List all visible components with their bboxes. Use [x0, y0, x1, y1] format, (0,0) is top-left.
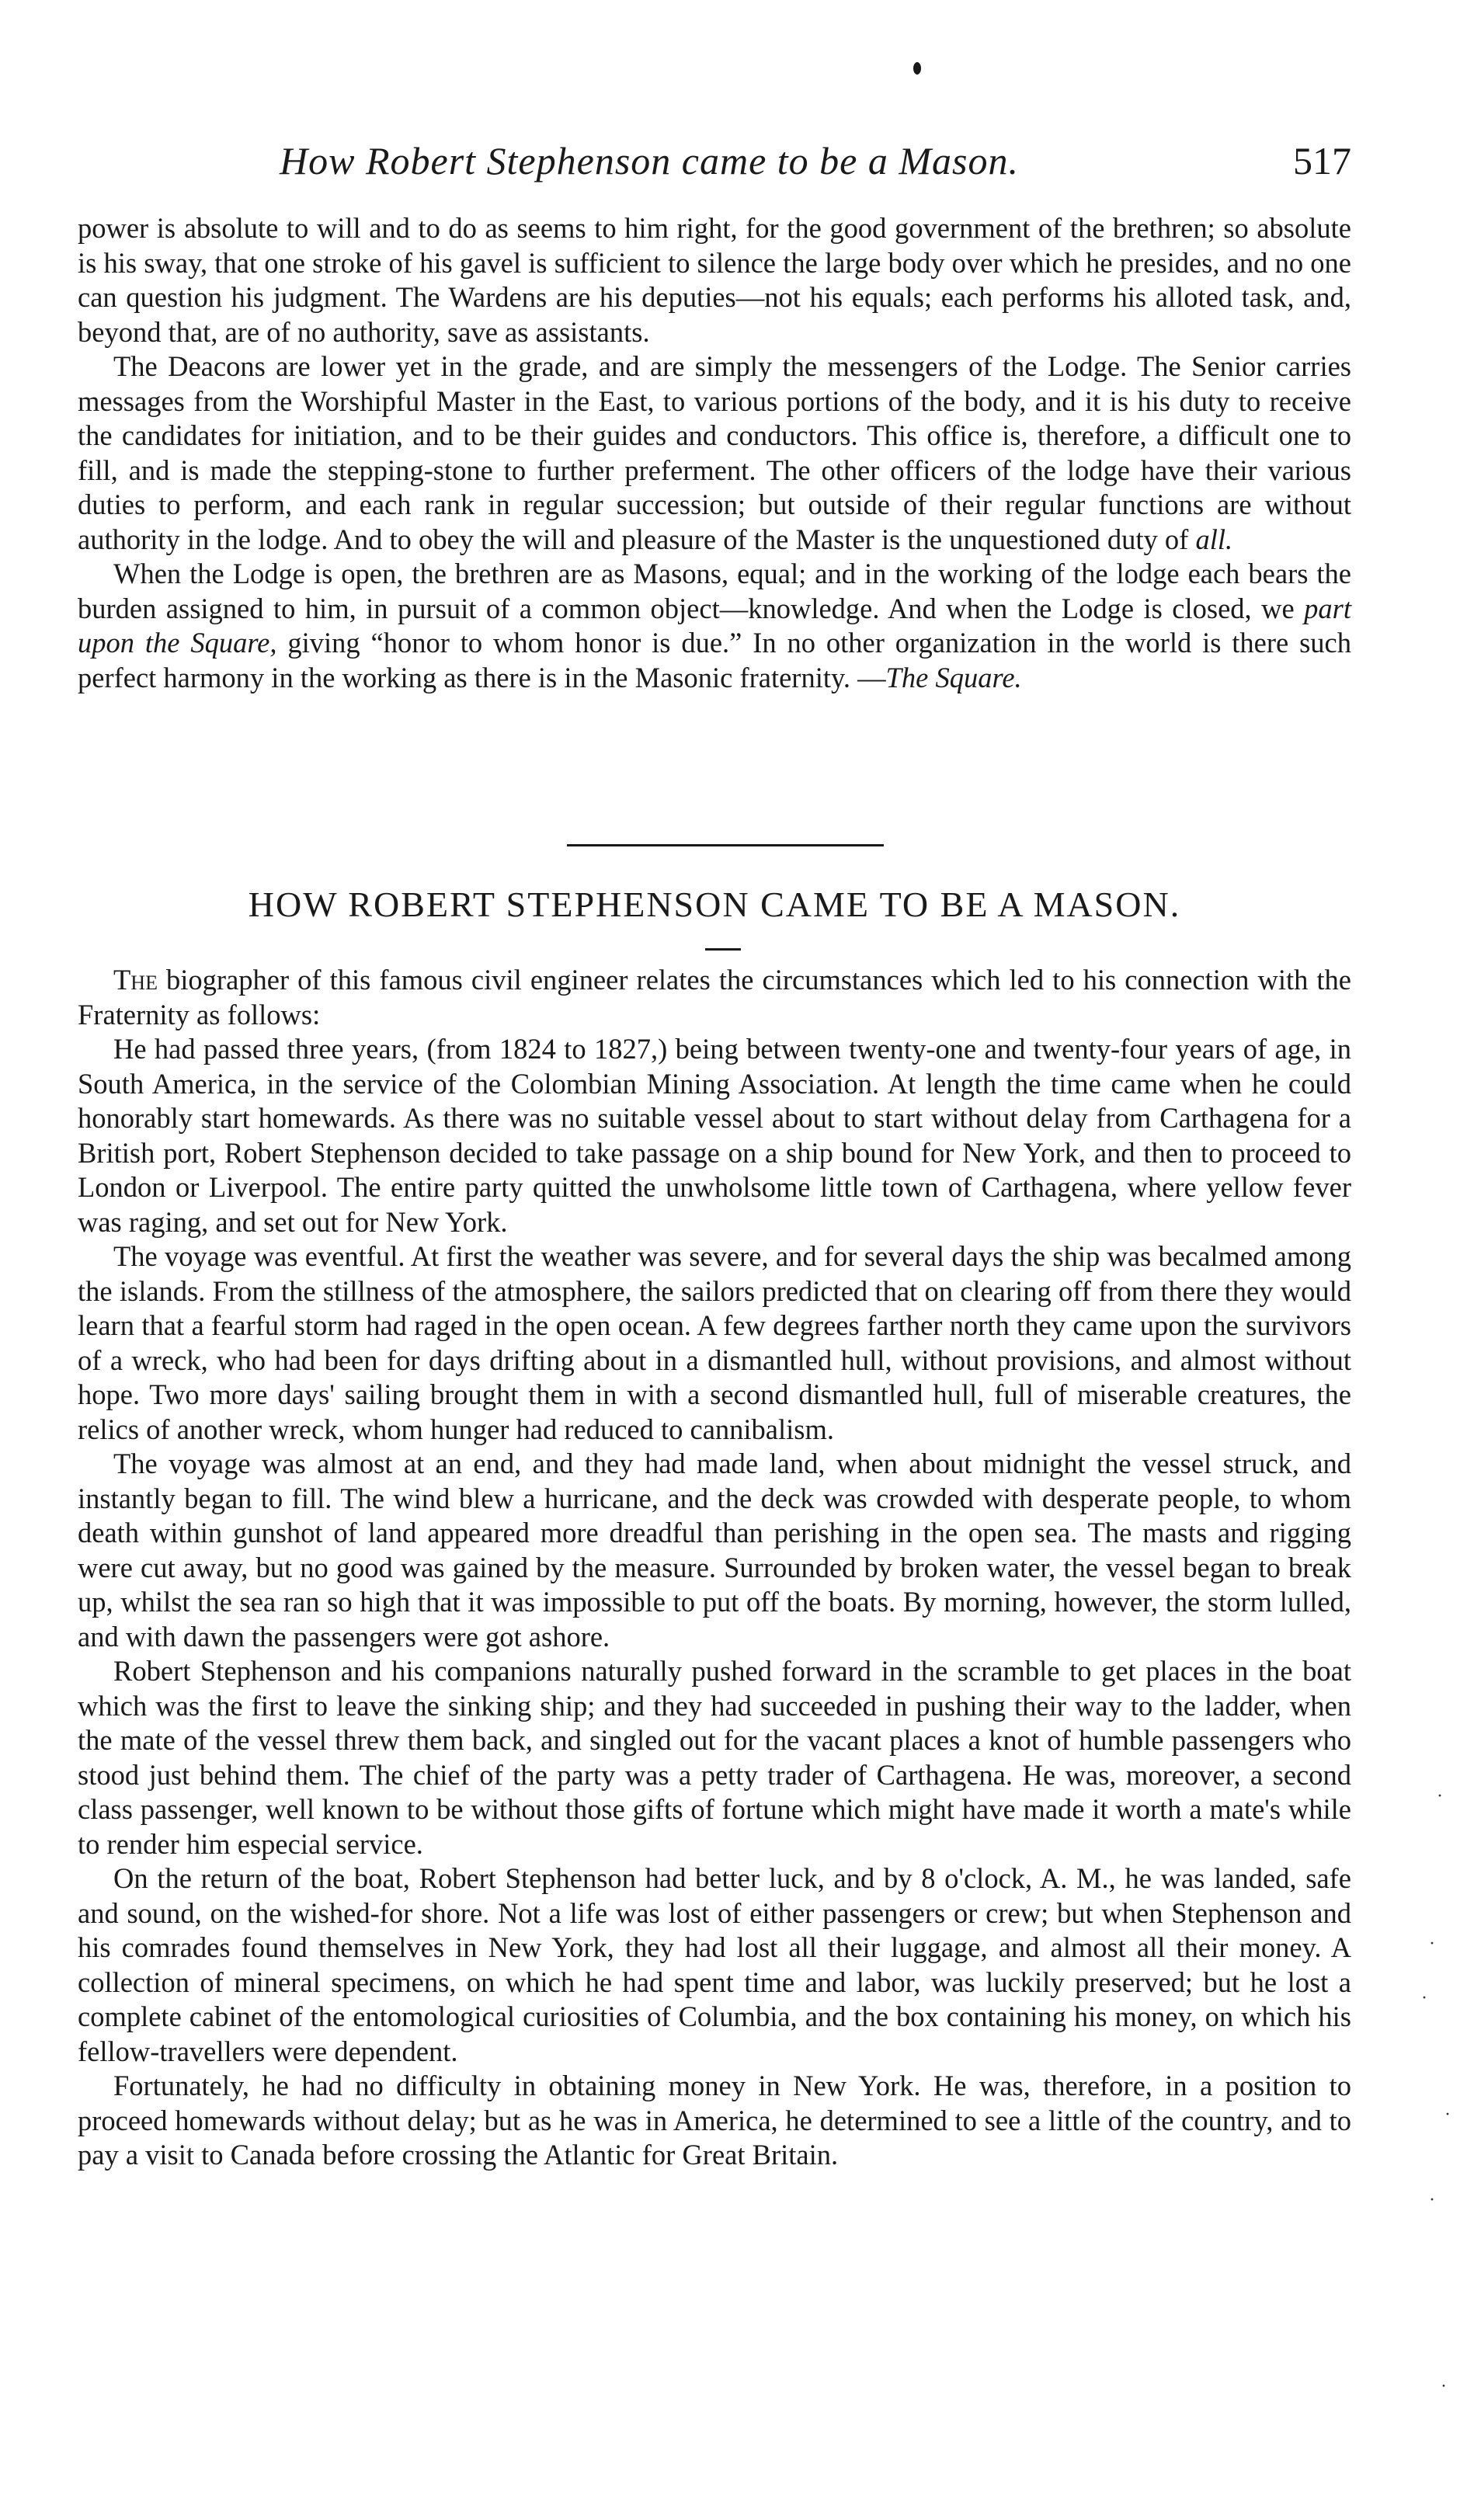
previous-article-text [78, 211, 1351, 695]
paragraph: power is absolute to will and to do as seems to him right, for the good government of the brethren; so absolute is his sway, that one stroke of his gavel is sufficient to silence the large body over which he presides, and no one can question his judgment. The Wardens are his deputies—not his equals; each performs his alloted task, and, beyond that, are of no authority, save as assistants. [78, 212, 1351, 348]
ink-mark [913, 62, 921, 75]
italic-text: part upon the Square, [78, 592, 1351, 659]
paragraph: When the Lodge is open, the brethren are as Masons, equal; and in the working of the lodge each bears the burden assigned to him, in pursuit of a common object—knowledge. And when the Lodge is closed, we part upon the Square, giving “honor to whom honor is due.” In no other organization in the world is there such perfect harmony in the working as there is in the Masonic fraternity. —The Square. [78, 558, 1351, 693]
paragraph: The voyage was almost at an end, and they had made land, when about midnight the vessel struck, and instantly began to fill. The wind blew a hurricane, and the deck was crowded with desperate people, to whom death within gunshot of land appeared more dreadful than perishing in the open sea. The masts and rigging were cut away, but no good was gained by the measure. Surrounded by broken water, the vessel began to break up, whilst the sea ran so high that it was impossible to put off the boats. By morning, however, the storm lulled, and with dawn the passengers were got ashore. [78, 1448, 1351, 1653]
article-title: HOW ROBERT STEPHENSON CAME TO BE A MASON. [248, 885, 1181, 924]
running-title: How Robert Stephenson came to be a Mason. [280, 139, 1019, 182]
speck-mark: · [1429, 2190, 1435, 2210]
book-page [78, 0, 1351, 2520]
paragraph: Fortunately, he had no difficulty in obtaining money in New York. He was, therefore, in a position to proceed homewards without delay; but as he was in America, he determined to see a little of the country, and to pay a visit to Canada before crossing the Atlantic for Great Britain. [78, 2070, 1351, 2171]
paragraph: The voyage was eventful. At first the weather was severe, and for several days the ship was becalmed among the islands. From the stillness of the atmosphere, the sailors predicted that on clearing off from there they would learn that a fearful storm had raged in the open ocean. A few degrees farther north they came upon the survivors of a wreck, who had been for days drifting about in a dismantled hull, without provisions, and almost without hope. Two more days' sailing brought them in with a second dismantled hull, full of miserable creatures, the relics of another wreck, whom hunger had reduced to cannibalism. [78, 1240, 1351, 1445]
article-body [78, 963, 1351, 2173]
title-underline [705, 948, 741, 951]
speck-mark: · [1437, 1786, 1443, 1806]
source-credit: The Square. [885, 661, 1022, 693]
speck-mark: · [1444, 2105, 1451, 2125]
lead-word: The [113, 964, 158, 996]
section-divider [567, 844, 884, 846]
paragraph: The Deacons are lower yet in the grade, and are simply the messengers of the Lodge. The Senior carries messages from the Worshipful Master in the East, to various portions of the body, and it is his duty to receive the candidates for initiation, and to be their guides and conductors. This office is, therefore, a difficult one to fill, and is made the stepping-stone to further preferment. The other officers of the lodge have their various duties to perform, and each rank in regular succession; but outside of their regular functions are without authority in the lodge. And to obey the will and pleasure of the Master is the unquestioned duty of all. [78, 350, 1351, 555]
running-head [78, 138, 1351, 200]
speck-mark: · [1421, 1988, 1427, 2008]
italic-text: all. [1195, 523, 1233, 555]
paragraph: The biographer of this famous civil engineer relates the circumstances which led to his connection with the Fraternity as follows: [78, 964, 1351, 1031]
speck-mark: · [1429, 1934, 1435, 1954]
paragraph: Robert Stephenson and his companions naturally pushed forward in the scramble to get places in the boat which was the first to leave the sinking ship; and they had succeeded in pushing their way to the ladder, when the mate of the vessel threw them back, and singled out for the vacant places a knot of humble passengers who stood just behind them. The chief of the party was a petty trader of Carthagena. He was, moreover, a second class passenger, well known to be without those gifts of fortune which might have made it worth a mate's while to render him especial service. [78, 1655, 1351, 1860]
speck-mark: · [1441, 2376, 1447, 2397]
paragraph: On the return of the boat, Robert Stephenson had better luck, and by 8 o'clock, A. M., he was landed, safe and sound, on the wished-for shore. Not a life was lost of either passengers or crew; but when Stephenson and his comrades found themselves in New York, they had lost all their luggage, and almost all their money. A collection of mineral specimens, on which he had spent time and labor, was luckily preserved; but he lost a complete cabinet of the entomological curiosities of Columbia, and the box containing his money, on which his fellow-travellers were dependent. [78, 1862, 1351, 2067]
margin-specks [1382, 1755, 1460, 2501]
paragraph: He had passed three years, (from 1824 to 1827,) being between twenty-one and twenty-four years of age, in South America, in the service of the Colombian Mining Association. At length the time came when he could honorably start homewards. As there was no suitable vessel about to start without delay from Carthagena for a British port, Robert Stephenson decided to take passage on a ship bound for New York, and then to proceed to London or Liverpool. The entire party quitted the unwholsome little town of Carthagena, where yellow fever was raging, and set out for New York. [78, 1033, 1351, 1238]
page-number: 517 [1293, 139, 1351, 182]
